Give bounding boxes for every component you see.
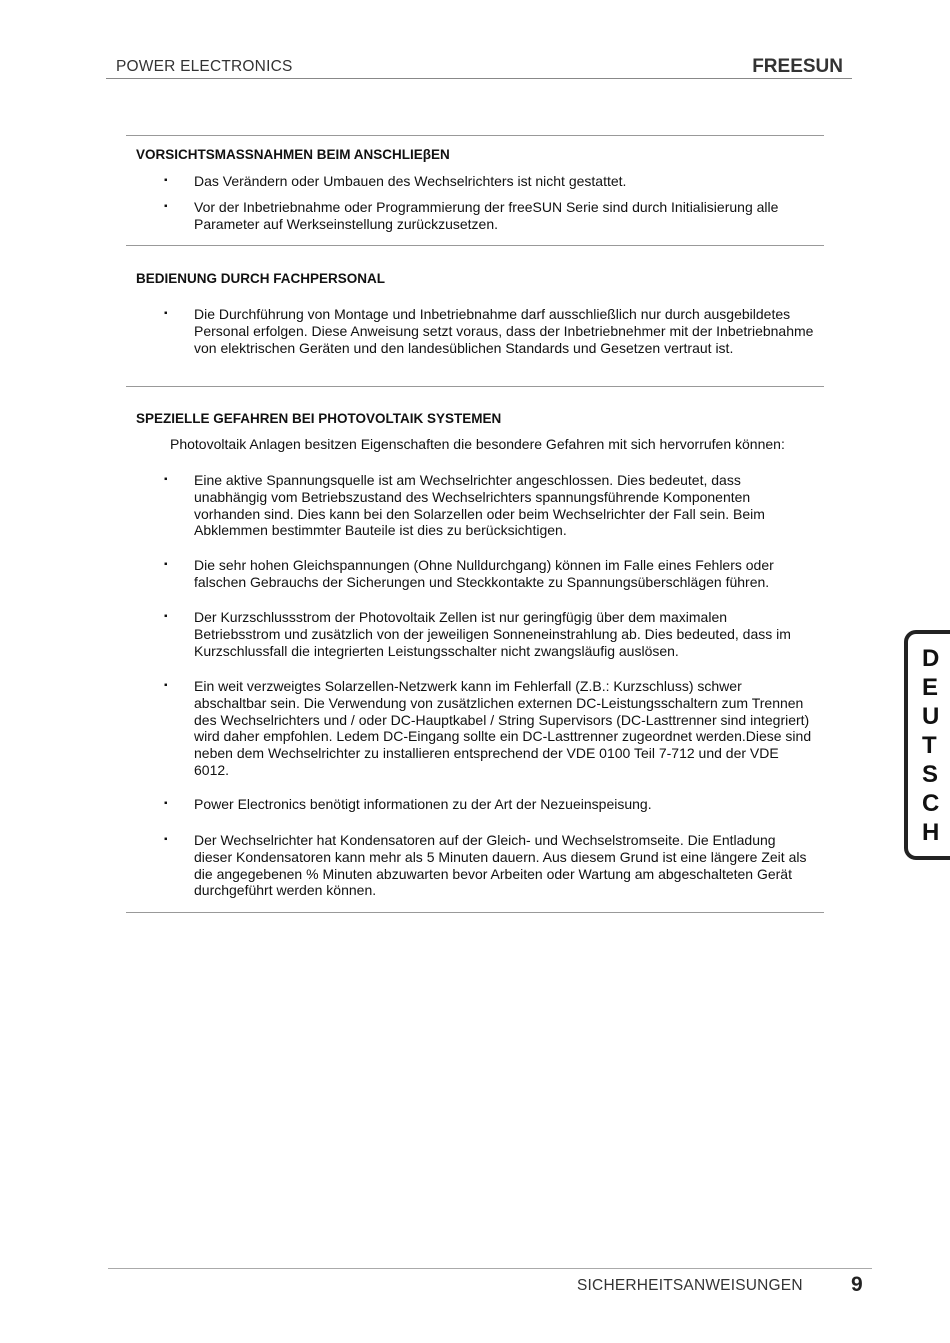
section-title-qualified-personnel: BEDIENUNG DURCH FACHPERSONAL bbox=[136, 271, 386, 286]
bullet-icon: ▪ bbox=[164, 474, 168, 485]
bullet-icon: ▪ bbox=[164, 559, 168, 570]
footer-divider bbox=[108, 1268, 872, 1269]
bullet-icon: ▪ bbox=[164, 175, 168, 186]
tab-letter: U bbox=[922, 702, 940, 730]
tab-letter: E bbox=[922, 673, 939, 701]
language-side-tab bbox=[904, 630, 950, 860]
section-divider bbox=[126, 386, 824, 387]
footer-section-name: SICHERHEITSANWEISUNGEN bbox=[577, 1277, 803, 1294]
tab-letter: T bbox=[922, 731, 937, 759]
header-divider bbox=[106, 78, 852, 79]
bullet-icon: ▪ bbox=[164, 611, 168, 622]
list-item: ▪ Die sehr hohen Gleichspannungen (Ohne Nulldurchgang) können im Falle eines Fehlers oder falschen Gebrauchs der Sicherungen und Steckkontakte zu Spannungsüberschlägen führen. bbox=[164, 557, 774, 590]
bullet-icon: ▪ bbox=[164, 680, 168, 691]
section-intro: Photovoltaik Anlagen besitzen Eigenschaften die besondere Gefahren mit sich hervorrufen können: bbox=[170, 436, 785, 452]
list-item: ▪ Power Electronics benötigt informationen zu der Art der Nezueinspeisung. bbox=[164, 796, 652, 812]
list-item: ▪ Ein weit verzweigtes Solarzellen-Netzwerk kann im Fehlerfall (Z.B.: Kurzschluss) schwer abschaltbar sein. Die Verwendung von zusätzlichen externen DC-Leistungsschaltern zum Trennen des Wechselrichters und / oder DC-Hauptkabel / String Supervisors (DC-Lasttrenner sind integriert) wird daher empfohlen. Ledem DC-Eingang sollte ein DC-Lasttrenner zugeordnet werden.Diese sind neben dem Wechselrichter zu installieren entsprechend der VDE 0100 Teil 7-712 und der VDE 6012. bbox=[164, 678, 812, 778]
page-number: 9 bbox=[851, 1273, 863, 1296]
section-divider bbox=[126, 245, 824, 246]
list-item: ▪ Das Verändern oder Umbauen des Wechselrichters ist nicht gestattet. bbox=[164, 173, 627, 189]
list-item: ▪ Der Kurzschlussstrom der Photovoltaik Zellen ist nur geringfügig über dem maximalen Betriebsstrom und zusätzlich von der jeweiligen Sonneneinstrahlung ab. Dies bedeuted, dass im Kurzschlussfall die integrierten Leistungsschalter nicht zwangsläufig auslösen. bbox=[164, 609, 791, 659]
list-item: ▪ Der Wechselrichter hat Kondensatoren auf der Gleich- und Wechselstromseite. Die Entladung dieser Kondensatoren kann mehr als 5 Minuten dauern. Aus diesem Grund ist eine längere Zeit als die angegebenen % Minuten abzuwarten bevor Arbeiten oder Wartung am abgeschalteten Gerät durchgeführt werden können. bbox=[164, 832, 807, 899]
header-company: POWER ELECTRONICS bbox=[116, 58, 293, 75]
section-divider bbox=[126, 135, 824, 136]
tab-letter: H bbox=[922, 818, 940, 846]
bullet-icon: ▪ bbox=[164, 834, 168, 845]
tab-letter: S bbox=[922, 760, 939, 788]
list-item: ▪ Die Durchführung von Montage und Inbetriebnahme darf ausschließlich nur durch ausgebildetes Personal erfolgen. Diese Anweisung setzt voraus, dass der Inbetriebnehmer mit der Inbetriebnahme von elektrischen Geräten und den landesüblichen Standards und Gesetzen vertraut ist. bbox=[164, 306, 814, 356]
section-divider bbox=[126, 912, 824, 913]
tab-letter: D bbox=[922, 644, 940, 672]
header-product: FREESUN bbox=[752, 56, 843, 77]
list-item: ▪ Vor der Inbetriebnahme oder Programmierung der freeSUN Serie sind durch Initialisierung alle Parameter auf Werkseinstellung zurückzusetzen. bbox=[164, 199, 779, 232]
bullet-icon: ▪ bbox=[164, 798, 168, 809]
list-item: ▪ Eine aktive Spannungsquelle ist am Wechselrichter angeschlossen. Dies bedeutet, dass unabhängig vom Betriebszustand des Wechselrichters spannungsführende Komponenten vorhanden sind. Dies kann bei den Solarzellen oder beim Wechselrichter der Fall sein. Beim Abklemmen bestimmter Bauteile ist dies zu berücksichtigen. bbox=[164, 472, 765, 539]
bullet-icon: ▪ bbox=[164, 201, 168, 212]
section-title-connection-precautions: VORSICHTSMASSNAHMEN BEIM ANSCHLIEβEN bbox=[136, 147, 450, 162]
tab-letter: C bbox=[922, 789, 940, 817]
bullet-icon: ▪ bbox=[164, 308, 168, 319]
section-title-photovoltaic-hazards: SPEZIELLE GEFAHREN BEI PHOTOVOLTAIK SYSTEMEN bbox=[136, 411, 502, 426]
